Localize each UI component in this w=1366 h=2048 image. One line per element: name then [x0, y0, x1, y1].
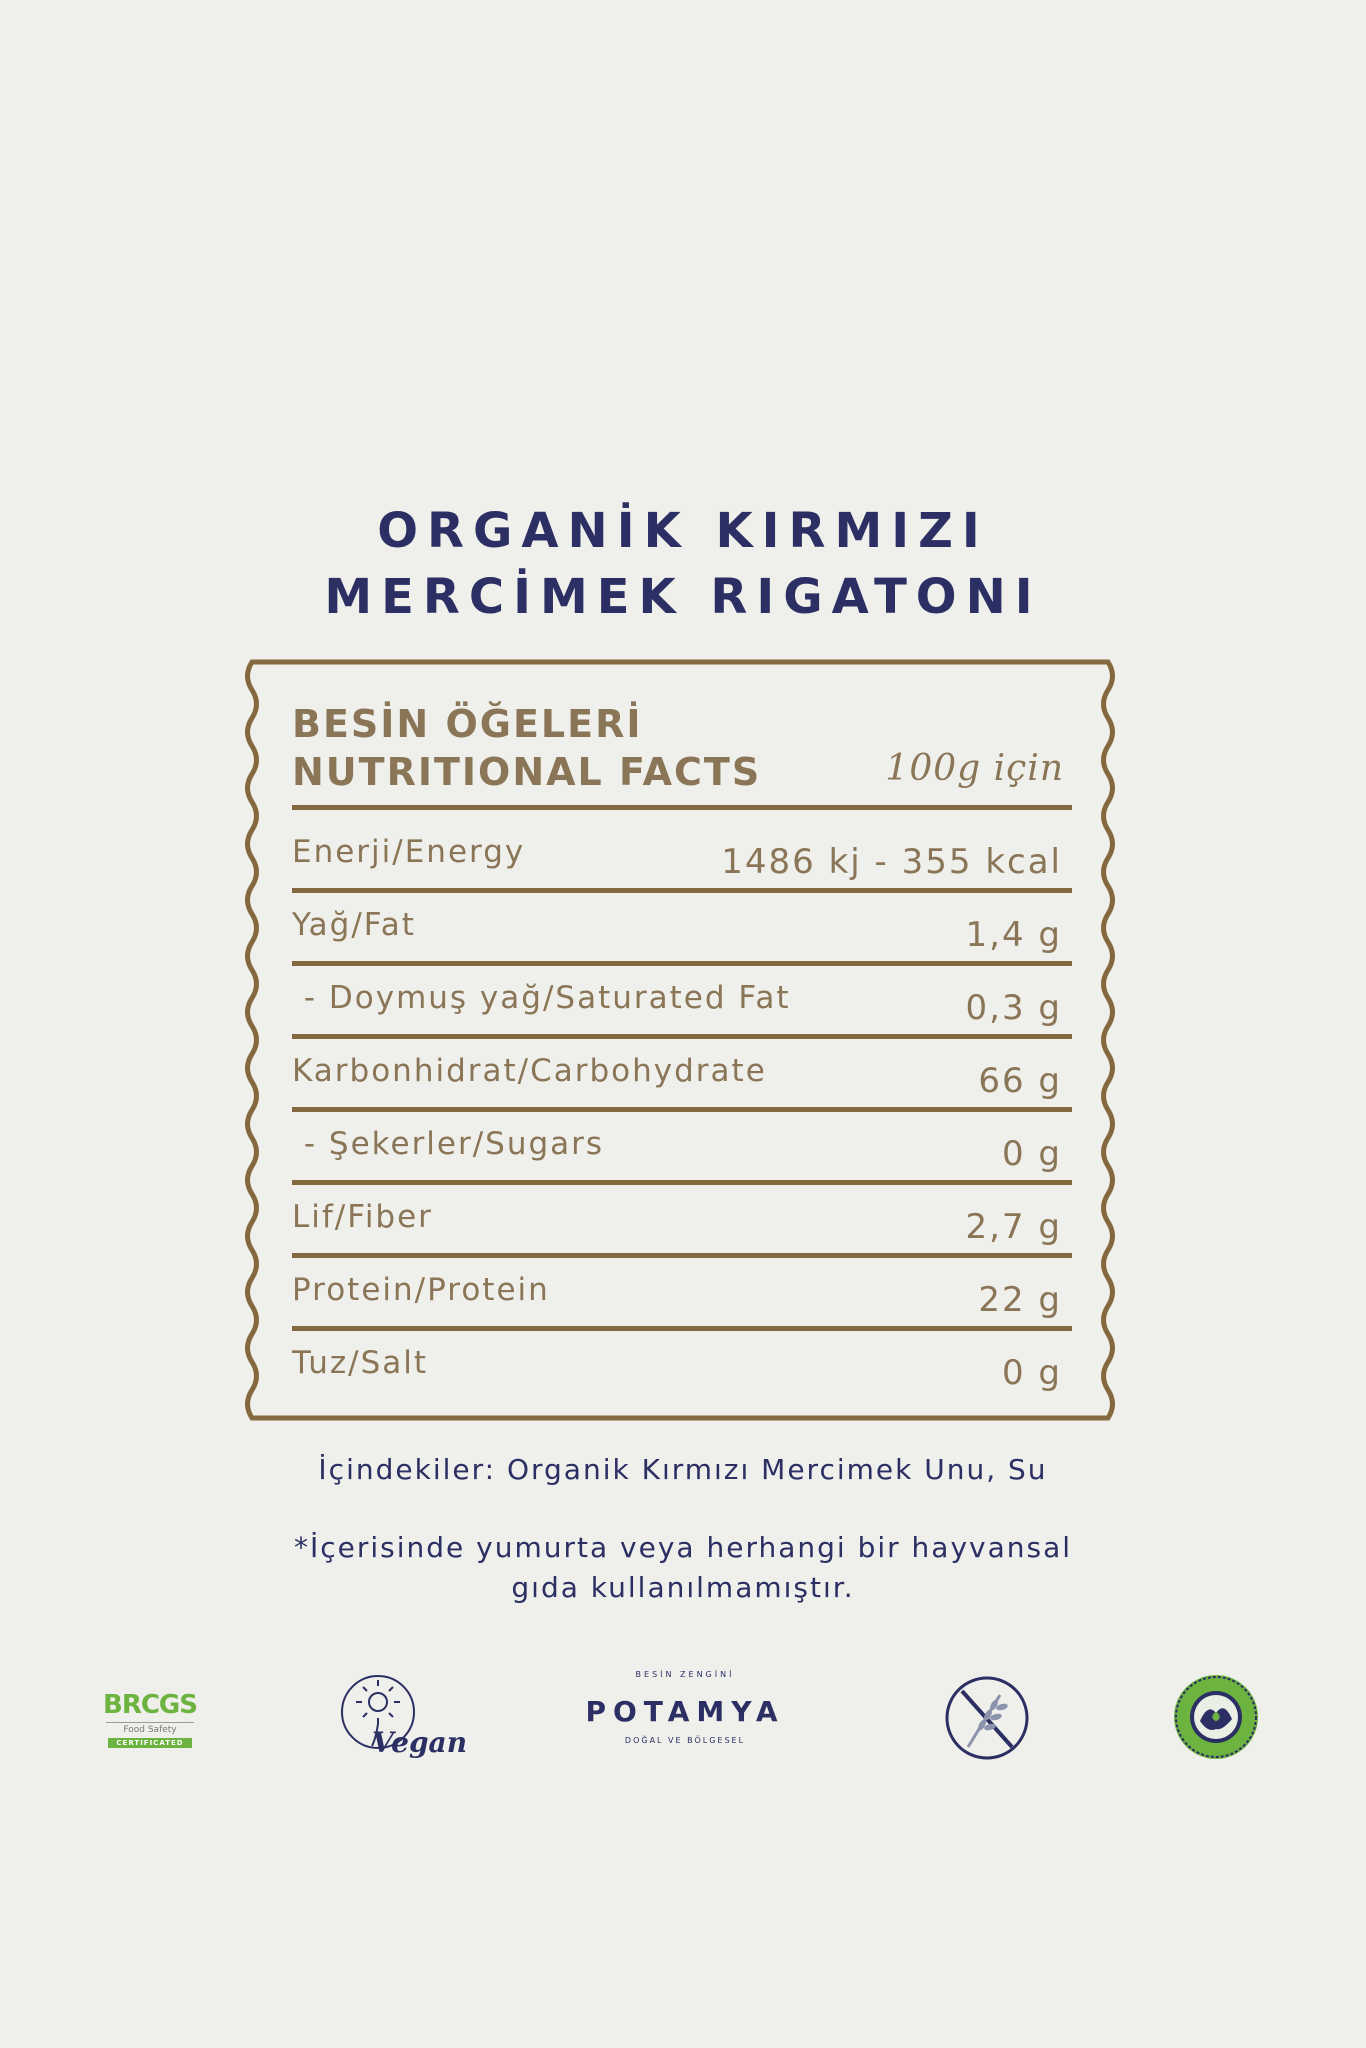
nutrition-heading-en: NUTRITIONAL FACTS — [292, 750, 762, 794]
nutrition-value: 0 g — [1001, 1353, 1062, 1393]
row-divider — [292, 1180, 1072, 1185]
nutrition-header-divider — [292, 805, 1072, 810]
nutrition-heading-tr: BESİN ÖĞELERİ — [292, 702, 643, 746]
nutrition-label: Yağ/Fat — [292, 907, 416, 943]
potamya-wordmark: POTAMYA — [585, 1695, 785, 1728]
nutrition-row-energy — [292, 834, 1072, 896]
nutrition-value: 1,4 g — [965, 915, 1062, 955]
product-title-line-1: ORGANİK KIRMIZI — [377, 503, 989, 559]
nutrition-value: 0 g — [1001, 1134, 1062, 1174]
potamya-tagline-top: BESİN ZENGİNİ — [635, 1670, 735, 1679]
brcgs-wordmark: BRCGS — [103, 1690, 197, 1720]
gluten-free-logo — [944, 1675, 1030, 1761]
organic-seal-icon — [1172, 1673, 1260, 1761]
nutrition-label: Protein/Protein — [292, 1272, 550, 1308]
per-100g-label: 100g için — [885, 748, 1064, 789]
vegan-wordmark: Vegan — [372, 1726, 468, 1759]
nutrition-value: 2,7 g — [965, 1207, 1062, 1247]
product-title-line-2: MERCİMEK RIGATONI — [324, 569, 1042, 625]
organic-farming-logo — [1172, 1673, 1260, 1761]
nutrition-label: Lif/Fiber — [292, 1199, 433, 1235]
animal-free-note — [0, 1528, 1366, 1608]
nutrition-value: 66 g — [978, 1061, 1062, 1101]
nutrition-value: 0,3 g — [965, 988, 1062, 1028]
potamya-tagline-bottom: DOĞAL VE BÖLGESEL — [624, 1736, 746, 1745]
nutrition-label: Tuz/Salt — [292, 1345, 429, 1381]
vegan-logo — [336, 1672, 468, 1772]
nutrition-row-sugars — [292, 1126, 1072, 1188]
brcgs-subtitle: Food Safety — [123, 1725, 177, 1735]
nutrition-row-fiber — [292, 1199, 1072, 1261]
brcgs-divider — [106, 1722, 194, 1723]
brcgs-logo — [100, 1690, 200, 1762]
row-divider — [292, 1034, 1072, 1039]
nutrition-value: 22 g — [978, 1280, 1062, 1320]
nutrition-row-saturated-fat — [292, 980, 1072, 1042]
nutrition-label: Enerji/Energy — [292, 834, 526, 870]
nutrition-label: Karbonhidrat/Carbohydrate — [292, 1053, 767, 1089]
nutrition-row-salt — [292, 1345, 1072, 1407]
animal-free-note-line-1: *İçerisinde yumurta veya herhangi bir hayvansal — [293, 1531, 1073, 1564]
row-divider — [292, 961, 1072, 966]
brcgs-badge: CERTIFICATED — [108, 1738, 192, 1748]
nutrition-row-fat — [292, 907, 1072, 969]
crossed-grain-icon — [944, 1675, 1030, 1761]
row-divider — [292, 1326, 1072, 1331]
nutrition-label: - Doymuş yağ/Saturated Fat — [292, 980, 791, 1016]
nutrition-row-protein — [292, 1272, 1072, 1334]
row-divider — [292, 888, 1072, 893]
nutrition-label: - Şekerler/Sugars — [292, 1126, 605, 1162]
product-title — [0, 498, 1366, 630]
ingredients-text: İçindekiler: Organik Kırmızı Mercimek Unu, Su — [318, 1453, 1048, 1486]
potamya-logo — [570, 1660, 800, 1760]
animal-free-note-line-2: gıda kullanılmamıştır. — [511, 1571, 855, 1604]
nutrition-value: 1486 kj - 355 kcal — [721, 842, 1062, 882]
nutrition-row-carbohydrate — [292, 1053, 1072, 1115]
row-divider — [292, 1253, 1072, 1258]
row-divider — [292, 1107, 1072, 1112]
nutrition-heading — [292, 700, 1072, 796]
